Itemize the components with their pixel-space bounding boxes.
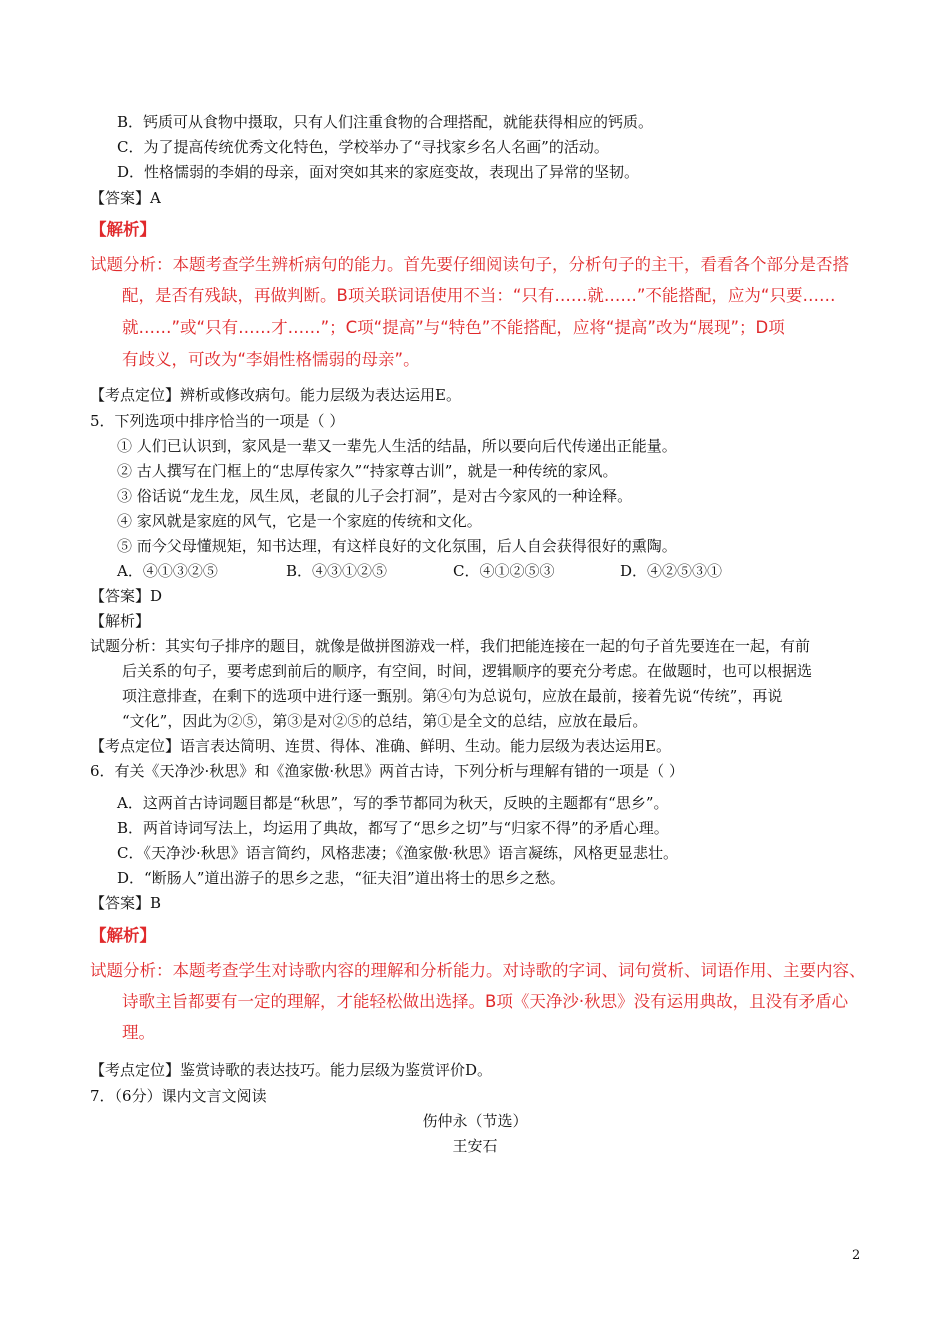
q5-analysis-heading: 【解析】	[90, 612, 151, 630]
q6-option-b: B．两首诗词写法上，均运用了典故，都写了“思乡之切”与“归家不得”的矛盾心理。	[117, 819, 669, 837]
q5-option-c: C．④①②⑤③	[453, 562, 555, 580]
q6-analysis-line-2: 诗歌主旨都要有一定的理解，才能轻松做出选择。B项《天净沙·秋思》没有运用典故，且没有矛盾心	[122, 992, 849, 1011]
q5-sentence-1: ① 人们已认识到，家风是一辈又一辈先人生活的结晶，所以要向后代传递出正能量。	[117, 437, 677, 455]
passage-author: 王安石	[452, 1137, 498, 1155]
q7-stem: 7．（6分）课内文言文阅读	[90, 1087, 267, 1105]
q5-sentence-2: ② 古人撰写在门框上的“忠厚传家久”“持家尊古训”，就是一种传统的家风。	[117, 462, 618, 480]
q4-analysis-line-3: 就……”或“只有……才……”；C项“提高”与“特色”不能搭配，应将“提高”改为“展现”；D项	[122, 318, 785, 337]
q5-option-b: B．④③①②⑤	[286, 562, 388, 580]
passage-title: 伤仲永（节选）	[422, 1112, 528, 1130]
q4-analysis-line-1: 试题分析：本题考查学生辨析病句的能力。首先要仔细阅读句子，分析句子的主干，看看各个部分是否搭	[90, 255, 849, 274]
q6-stem: 6．有关《天净沙·秋思》和《渔家傲·秋思》两首古诗，下列分析与理解有错的一项是（ ）	[90, 762, 684, 780]
q5-sentence-4: ④ 家风就是家庭的风气，它是一个家庭的传统和文化。	[117, 512, 482, 530]
q5-option-a: A．④①③②⑤	[117, 562, 218, 580]
q6-option-d: D．“断肠人”道出游子的思乡之悲，“征夫泪”道出将士的思乡之愁。	[117, 869, 565, 887]
q6-analysis-heading: 【解析】	[90, 926, 156, 945]
q5-analysis-line-4: “文化”，因此为②⑤，第③是对②⑤的总结，第①是全文的总结，应放在最后。	[122, 712, 648, 730]
q6-option-a: A．这两首古诗词题目都是“秋思”，写的季节都同为秋天，反映的主题都有“思乡”。	[117, 794, 669, 812]
q4-analysis-line-4: 有歧义，可改为“李娟性格懦弱的母亲”。	[122, 350, 420, 369]
q5-sentence-3: ③ 俗话说“龙生龙，凤生凤，老鼠的儿子会打洞”，是对古今家风的一种诠释。	[117, 487, 633, 505]
q5-point: 【考点定位】语言表达简明、连贯、得体、准确、鲜明、生动。能力层级为表达运用E。	[90, 737, 671, 755]
q5-analysis-line-1: 试题分析：其实句子排序的题目，就像是做拼图游戏一样，我们把能连接在一起的句子首先要连在一起，有前	[90, 637, 811, 655]
q6-analysis-line-1: 试题分析：本题考查学生对诗歌内容的理解和分析能力。对诗歌的字词、词句赏析、词语作用、主要内容、	[90, 961, 866, 980]
q6-answer: 【答案】B	[90, 894, 162, 912]
q5-answer: 【答案】D	[90, 587, 163, 605]
q5-stem: 5．下列选项中排序恰当的一项是（ ）	[90, 412, 345, 430]
q4-analysis-line-2: 配，是否有残缺，再做判断。B项关联词语使用不当：“只有……就……”不能搭配，应为“只要……	[122, 286, 836, 305]
q5-analysis-line-2: 后关系的句子，要考虑到前后的顺序，有空间，时间，逻辑顺序的要充分考虑。在做题时，也可以根据选	[122, 662, 813, 680]
q4-option-d: D．性格懦弱的李娟的母亲，面对突如其来的家庭变故，表现出了异常的坚韧。	[117, 163, 640, 181]
q4-analysis-heading: 【解析】	[90, 220, 156, 239]
q6-option-c: C．《天净沙·秋思》语言简约，风格悲凄；《渔家傲·秋思》语言凝练，风格更显悲壮。	[117, 844, 679, 862]
q5-option-d: D．④②⑤③①	[620, 562, 723, 580]
q5-options	[0, 561, 950, 581]
q5-sentence-5: ⑤ 而今父母懂规矩，知书达理，有这样良好的文化氛围，后人自会获得很好的熏陶。	[117, 537, 677, 555]
q6-point: 【考点定位】鉴赏诗歌的表达技巧。能力层级为鉴赏评价D。	[90, 1061, 493, 1079]
q4-answer: 【答案】A	[90, 189, 161, 207]
page-number: 2	[852, 1248, 861, 1263]
q4-point: 【考点定位】辨析或修改病句。能力层级为表达运用E。	[90, 386, 461, 404]
q5-analysis-line-3: 项注意排查，在剩下的选项中进行逐一甄别。第④句为总说句，应放在最前，接着先说“传统”，再说	[122, 687, 783, 705]
q4-option-c: C．为了提高传统优秀文化特色，学校举办了“寻找家乡名人名画”的活动。	[117, 138, 609, 156]
q4-option-b: B．钙质可从食物中摄取，只有人们注重食物的合理搭配，就能获得相应的钙质。	[117, 113, 654, 131]
q6-analysis-line-3: 理。	[122, 1023, 155, 1042]
